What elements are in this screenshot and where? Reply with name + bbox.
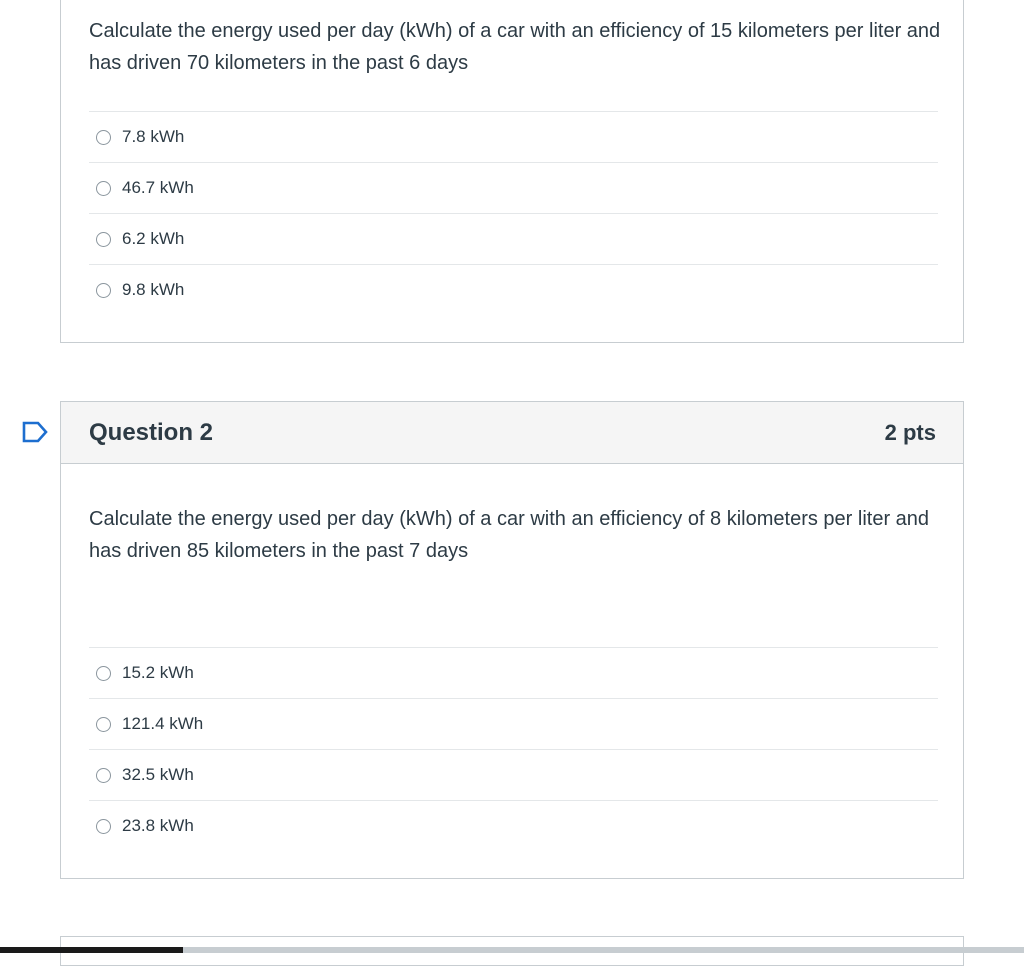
radio-button[interactable] [96,819,111,834]
page-progress-bar [0,947,1024,953]
question-1-text: Calculate the energy used per day (kWh) of a car with an efficiency of 15 kilometers per liter and has driven 70 kilometers in the past 6 days [89,20,941,74]
question-2-answers [89,647,938,851]
answer-label: 9.8 kWh [122,280,185,299]
answer-option[interactable] [89,213,938,264]
answer-label: 15.2 kWh [122,663,194,682]
answer-option[interactable] [89,698,938,749]
radio-button[interactable] [96,181,111,196]
question-2-text: Calculate the energy used per day (kWh) of a car with an efficiency of 8 kilometers per liter and has driven 85 kilometers in the past 7 days [89,508,930,562]
radio-button[interactable] [96,666,111,681]
question-points: 2 pts [884,419,936,445]
answer-option[interactable] [89,749,938,800]
progress-fill [0,947,183,953]
radio-button[interactable] [96,232,111,247]
question-title: Question 2 [89,418,214,446]
answer-label: 6.2 kWh [122,229,185,248]
answer-label: 46.7 kWh [122,178,194,197]
radio-button[interactable] [96,768,111,783]
answer-option[interactable] [89,647,938,698]
question-2-header [61,402,963,464]
answer-option[interactable] [89,264,938,315]
question-1-answers [89,111,938,315]
question-2-card [60,401,964,879]
radio-button[interactable] [96,130,111,145]
answer-option[interactable] [89,162,938,213]
radio-button[interactable] [96,717,111,732]
answer-option[interactable] [89,111,938,162]
flag-question-icon[interactable] [22,421,48,448]
answer-option[interactable] [89,800,938,851]
answer-label: 23.8 kWh [122,816,194,835]
question-1-card [60,0,964,343]
answer-label: 32.5 kWh [122,765,194,784]
radio-button[interactable] [96,283,111,298]
answer-label: 7.8 kWh [122,127,185,146]
answer-label: 121.4 kWh [122,714,204,733]
